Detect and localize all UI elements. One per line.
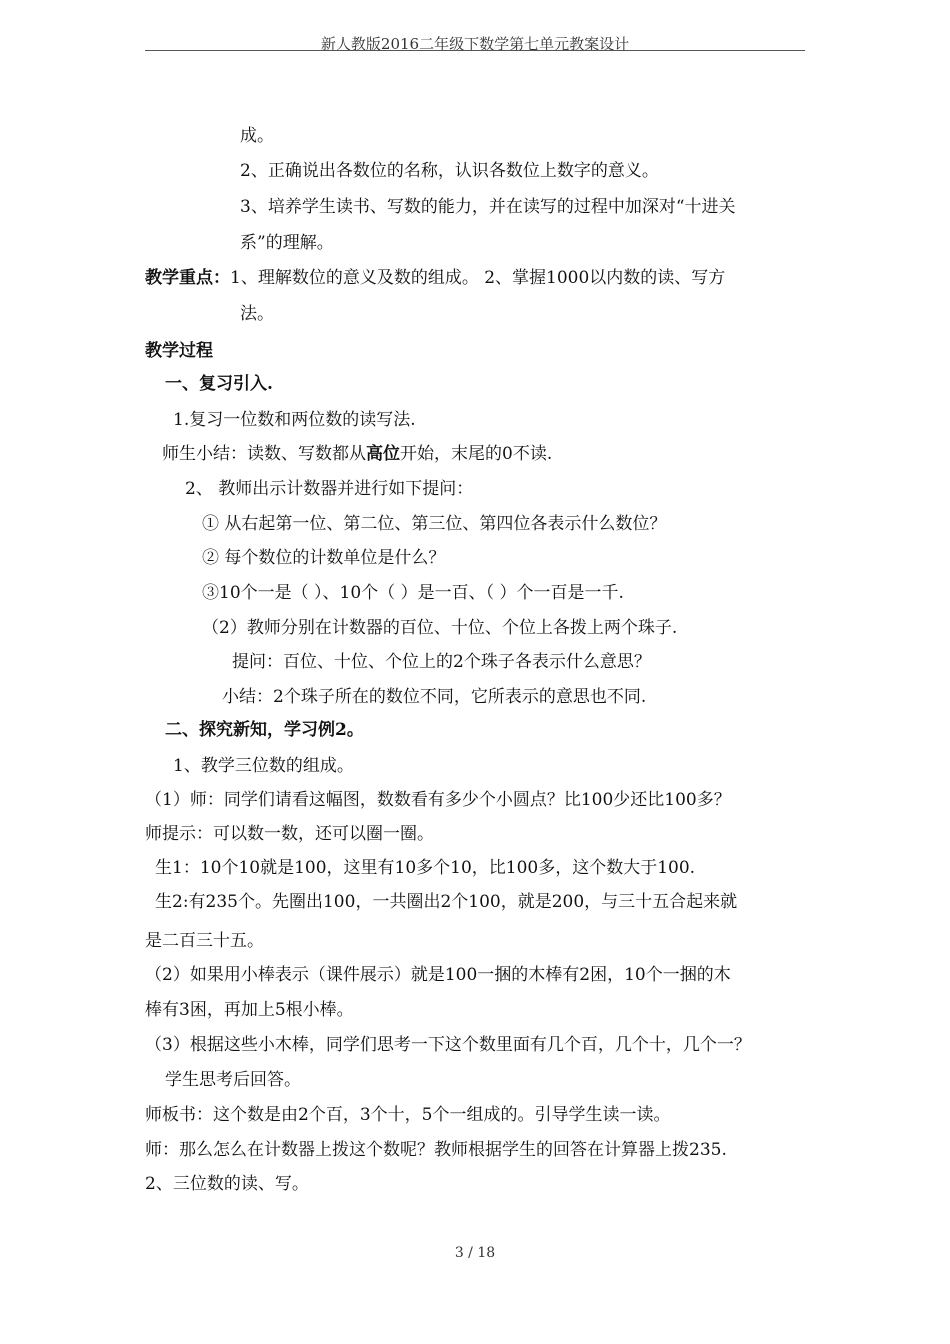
section-heading: 一、复习引入. — [165, 374, 273, 394]
text-line: 生1：10个10就是100，这里有10多个10，比100多，这个数大于100. — [155, 858, 696, 878]
text-line: （1）师：同学们请看这幅图，数数看有多少个小圆点？比100少还比100多？ — [145, 790, 731, 810]
text-line: （2）教师分别在计数器的百位、十位、个位上各拨上两个珠子. — [202, 618, 678, 638]
summary-line — [162, 443, 552, 465]
text-line: （3）根据这些小木棒，同学们思考一下这个数里面有几个百，几个十，几个一？ — [145, 1035, 751, 1055]
text-line: 2、 教师出示计数器并进行如下提问： — [185, 479, 474, 499]
text-line: （2）如果用小棒表示（课件展示）就是100一捆的木棒有2困，10个一捆的木 — [145, 965, 731, 985]
key-points-text: 1、理解数位的意义及数的组成。 2、掌握1000以内数的读、写方 — [230, 268, 726, 288]
text-line: 棒有3困，再加上5根小棒。 — [145, 1000, 354, 1020]
text-line: 法。 — [240, 304, 274, 324]
page-header: 新人教版2016二年级下数学第七单元教案设计 — [320, 35, 630, 53]
text-line: 1、教学三位数的组成。 — [173, 756, 354, 776]
text-line: 学生思考后回答。 — [165, 1070, 301, 1090]
text-line: ③10个一是（ ）、10个（ ）是一百、（ ）个一百是一千. — [202, 583, 624, 603]
text-line: 师：那么怎么在计数器上拨这个数呢？教师根据学生的回答在计算器上拨235. — [145, 1140, 727, 1160]
text-line: 1.复习一位数和两位数的读写法. — [173, 410, 416, 430]
text-line: 提问：百位、十位、个位上的2个珠子各表示什么意思？ — [232, 652, 651, 672]
key-points-line — [145, 267, 725, 289]
text-line: 成。 — [240, 126, 274, 146]
summary-text: 师生小结：读数、写数都从 — [162, 444, 366, 464]
text-line: 师提示：可以数一数，还可以圈一圈。 — [145, 824, 434, 844]
text-line: 生2:有235个。先圈出100，一共圈出2个100，就是200，与三十五合起来就 — [155, 892, 738, 912]
process-heading: 教学过程 — [145, 341, 213, 361]
emphasis-text: 高位 — [366, 444, 400, 464]
key-points-label: 教学重点： — [145, 268, 230, 288]
text-line: 3、培养学生读书、写数的能力，并在读写的过程中加深对“十进关 — [240, 197, 736, 217]
text-line: ② 每个数位的计数单位是什么？ — [202, 548, 446, 568]
text-line: 系”的理解。 — [240, 233, 334, 253]
page-number: 3 / 18 — [454, 1245, 496, 1261]
text-line: 2、三位数的读、写。 — [145, 1174, 309, 1194]
text-line: ① 从右起第一位、第二位、第三位、第四位各表示什么数位？ — [202, 514, 667, 534]
text-line: 2、正确说出各数位的名称，认识各数位上数字的意义。 — [240, 161, 659, 181]
section-heading: 二、探究新知，学习例2。 — [165, 720, 364, 740]
text-line: 师板书：这个数是由2个百，3个十，5个一组成的。引导学生读一读。 — [145, 1105, 671, 1125]
text-line: 小结：2个珠子所在的数位不同，它所表示的意思也不同. — [222, 687, 647, 707]
header-divider — [145, 50, 805, 51]
summary-text: 开始，末尾的0不读. — [400, 444, 553, 464]
text-line: 是二百三十五。 — [145, 931, 264, 951]
